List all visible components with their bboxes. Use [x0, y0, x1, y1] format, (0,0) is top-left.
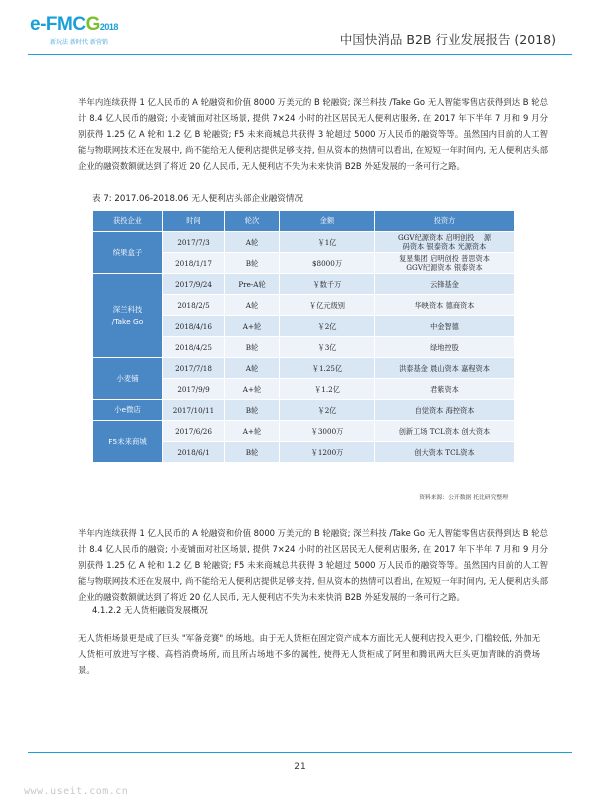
company-cell: 小e微店	[93, 400, 163, 421]
header-investors: 投资方	[375, 211, 515, 232]
header-round: 轮次	[225, 211, 280, 232]
time-cell: 2017/9/24	[163, 274, 225, 295]
investors-cell: 君紫资本	[375, 379, 515, 400]
amount-cell: ￥2亿	[280, 316, 375, 337]
paragraph-top: 半年内连续获得 1 亿人民币的 A 轮融资和价值 8000 万美元的 B 轮融资; 深兰科技 /Take Go 无人智能零售店获得到达 B 轮总计 8.4 亿人民币的融资; 小麦铺面对社区场景, 提供 7×24 小时的社区居民无人便利店服务, 在 2017 年下半年 7 月和 9 月分别获得 1.25 亿 A 轮和 1.2 亿 B 轮融资; F5 未来商城总共获得 3 轮超过 5000 万人民币的融资等等。虽然国内目前的人工智能与物联网技术还在发展中, 尚不能给无人便利店提供足够支持, 但从资本的热情可以看出, 在短短一年时间内, 无人便利店头部企业的融资数额就达到了将近 20 亿人民币, 无人便利店不失为未来快消 B2B 外延发展的一条可行之路。	[78, 97, 548, 171]
time-cell: 2018/4/16	[163, 316, 225, 337]
amount-cell: ￥1200万	[280, 442, 375, 463]
company-cell: 深兰科技 /Take Go	[93, 274, 163, 358]
round-cell: B轮	[225, 400, 280, 421]
investors-cell: 中金智德	[375, 316, 515, 337]
amount-cell: ￥1.25亿	[280, 358, 375, 379]
funding-table	[92, 210, 515, 463]
time-cell: 2017/6/26	[163, 421, 225, 442]
round-cell: A轮	[225, 295, 280, 316]
round-cell: A轮	[225, 232, 280, 253]
page-header	[0, 0, 600, 58]
watermark: www.useit.com.cn	[24, 786, 129, 797]
logo-tagline: 新玩法 新时代 新营销	[50, 39, 108, 46]
table-row	[93, 421, 515, 442]
report-title: 中国快消品 B2B 行业发展报告 (2018)	[339, 32, 556, 47]
investors-cell: 自觉资本 海控资本	[375, 400, 515, 421]
section-subheading: 4.1.2.2 无人货柜融资发展概况	[92, 605, 208, 615]
round-cell: A+轮	[225, 379, 280, 400]
investors-cell: 绿地控股	[375, 337, 515, 358]
header-divider	[28, 54, 572, 55]
round-cell: A+轮	[225, 316, 280, 337]
time-cell: 2017/9/9	[163, 379, 225, 400]
table-row	[93, 232, 515, 253]
investors-cell: 创大资本 TCL资本	[375, 442, 515, 463]
amount-cell: ￥数千万	[280, 274, 375, 295]
time-cell: 2017/10/11	[163, 400, 225, 421]
time-cell: 2018/1/17	[163, 253, 225, 274]
company-cell: 小麦铺	[93, 358, 163, 400]
round-cell: A+轮	[225, 421, 280, 442]
table-row	[93, 358, 515, 379]
investors-cell: 创新工场 TCL资本 创大资本	[375, 421, 515, 442]
efmcg-logo	[30, 14, 140, 48]
table-source-note: 资料来源：公开数据 托比研究整理	[419, 495, 508, 501]
company-cell: 缤果盒子	[93, 232, 163, 274]
table-row	[93, 400, 515, 421]
page-number: 21	[294, 762, 306, 772]
time-cell: 2018/4/25	[163, 337, 225, 358]
table-row	[93, 274, 515, 295]
footer-divider	[28, 752, 572, 753]
header-amount: 金额	[280, 211, 375, 232]
time-cell: 2017/7/3	[163, 232, 225, 253]
header-time: 时间	[163, 211, 225, 232]
amount-cell: ￥3000万	[280, 421, 375, 442]
logo-wordmark: e-FMCG2018	[30, 14, 118, 35]
amount-cell: ￥亿元级别	[280, 295, 375, 316]
company-cell: F5未来商城	[93, 421, 163, 463]
paragraph-middle: 半年内连续获得 1 亿人民币的 A 轮融资和价值 8000 万美元的 B 轮融资; 深兰科技 /Take Go 无人智能零售店获得到达 B 轮总计 8.4 亿人民币的融资; 小麦铺面对社区场景, 提供 7×24 小时的社区居民无人便利店服务, 在 2017 年下半年 7 月和 9 月分别获得 1.25 亿 A 轮和 1.2 亿 B 轮融资; F5 未来商城总共获得 3 轮超过 5000 万人民币的融资等等。虽然国内目前的人工智能与物联网技术还在发展中, 尚不能给无人便利店提供足够支持, 但从资本的热情可以看出, 在短短一年时间内, 无人便利店头部企业的融资数额就达到了将近 20 亿人民币, 无人便利店不失为未来快消 B2B 外延发展的一条可行之路。	[78, 528, 548, 602]
table-caption: 表 7: 2017.06-2018.06 无人便利店头部企业融资情况	[92, 194, 304, 204]
amount-cell: ￥1亿	[280, 232, 375, 253]
amount-cell: ￥2亿	[280, 400, 375, 421]
investors-cell: 洪泰基金 晨山资本 嘉程资本	[375, 358, 515, 379]
time-cell: 2017/7/18	[163, 358, 225, 379]
round-cell: Pre-A轮	[225, 274, 280, 295]
amount-cell: $8000万	[280, 253, 375, 274]
round-cell: B轮	[225, 337, 280, 358]
round-cell: A轮	[225, 358, 280, 379]
amount-cell: ￥1.2亿	[280, 379, 375, 400]
time-cell: 2018/2/5	[163, 295, 225, 316]
investors-cell: 复星集团 启明创投 普思资本 GGV纪源资本 银泰资本	[375, 253, 515, 274]
round-cell: B轮	[225, 442, 280, 463]
investors-cell: 云锋基金	[375, 274, 515, 295]
investors-cell: GGV纪源资本 启明创投 源 码资本 银泰资本 光源资本	[375, 232, 515, 253]
paragraph-bottom: 无人货柜场景更是成了巨头 "军备竞赛" 的场地。由于无人货柜在固定资产成本方面比无人便利店投入更少, 门槛较低, 外加无人货柜可放进写字楼、高档消费场所, 而且所占场地不多的属性, 使得无人货柜成了阿里和腾讯两大巨头更加青睐的消费场景。	[78, 633, 540, 675]
header-company: 获投企业	[93, 211, 163, 232]
time-cell: 2018/6/1	[163, 442, 225, 463]
amount-cell: ￥3亿	[280, 337, 375, 358]
table-header-row	[93, 211, 515, 232]
round-cell: B轮	[225, 253, 280, 274]
investors-cell: 华映资本 德商资本	[375, 295, 515, 316]
